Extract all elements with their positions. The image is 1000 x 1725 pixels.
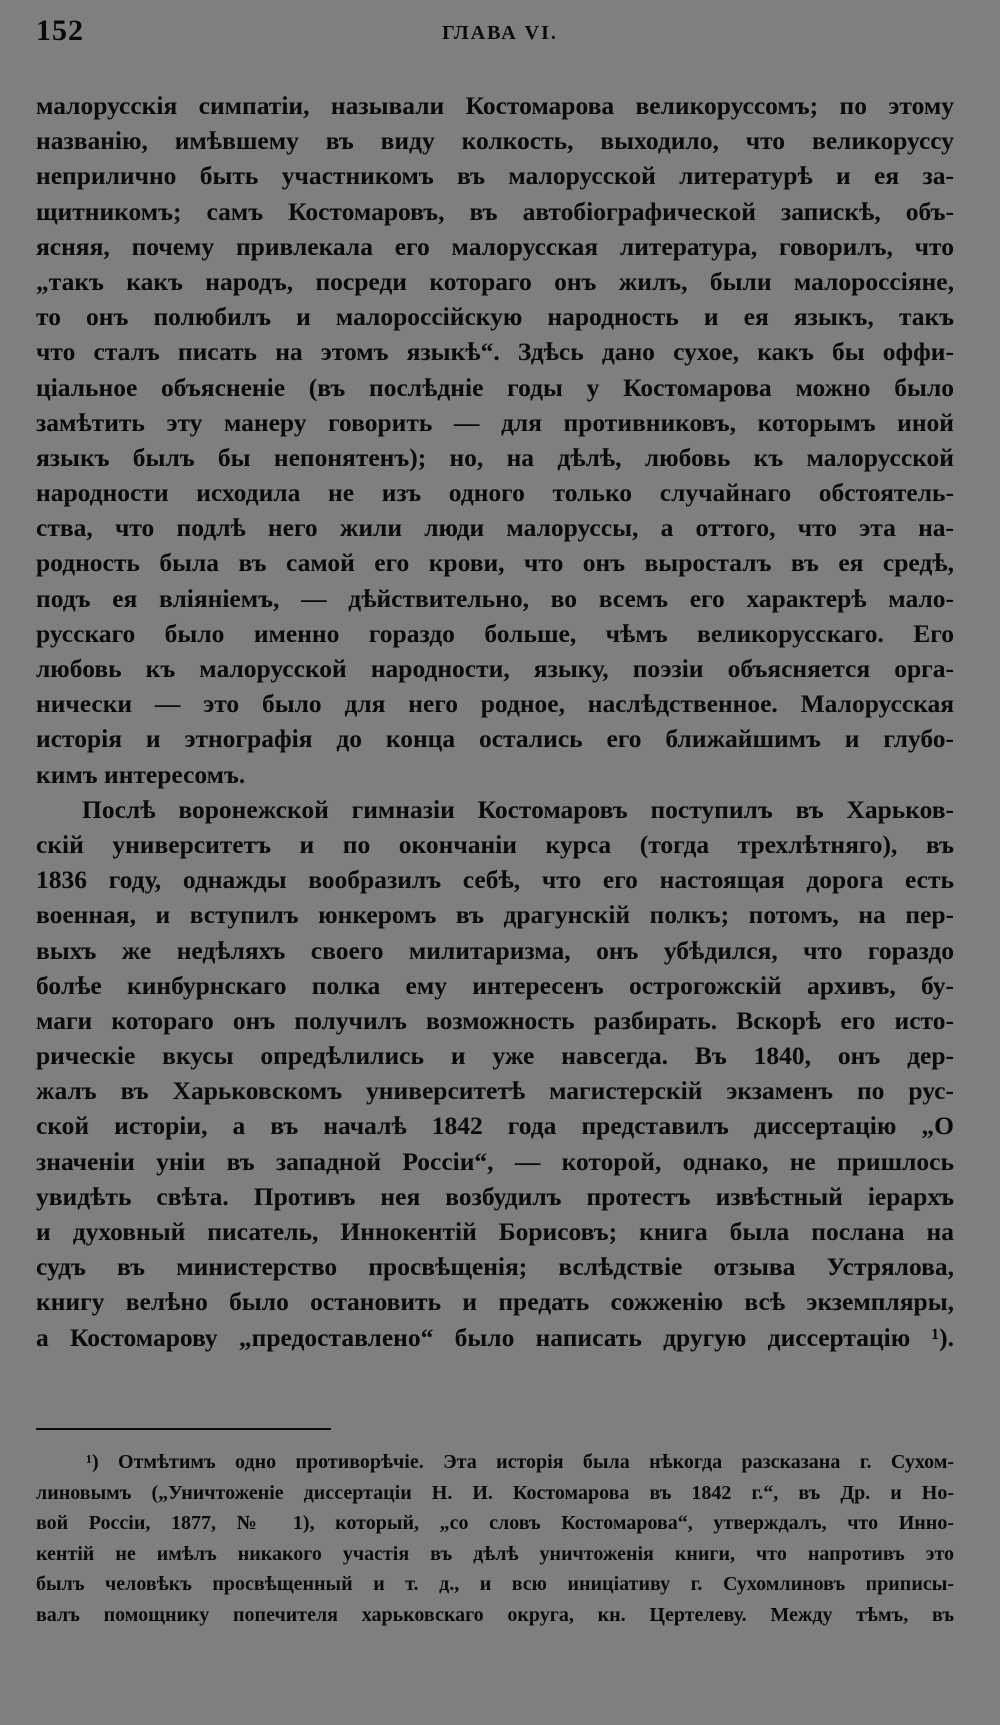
text-line: судъ въ министерство просвѣщенія; вслѣдствіе отзыва Устрялова, — [36, 1252, 954, 1282]
text-line: маги котораго онъ получилъ возможность разбирать. Вскорѣ его исто- — [36, 1005, 954, 1035]
text-line: военная, и вступилъ юнкеромъ въ драгунскій полкъ; потомъ, на пер- — [36, 900, 954, 930]
footnote-line: кентій не имѣлъ никакого участія въ дѣлѣ уничтоженія книги, что напротивъ это — [36, 1542, 954, 1565]
footnote — [36, 1447, 954, 1630]
footnote-line: линовымъ („Уничтоженіе диссертаціи Н. И. Костомарова въ 1842 г.“, въ Др. и Но- — [36, 1481, 954, 1504]
paragraph — [36, 792, 954, 1355]
text-line: малорусскія симпатіи, называли Костомарова великоруссомъ; по этому — [36, 91, 954, 120]
text-line: щитникомъ; самъ Костомаровъ, въ автобіографической запискѣ, объ- — [36, 196, 954, 226]
footnote-line: вой Россіи, 1877, № 1), который, „со словъ Костомарова“, утверждалъ, что Инно- — [36, 1512, 954, 1534]
text-line: и духовный писатель, Иннокентій Борисовъ; книга была послана на — [36, 1217, 954, 1246]
footnote-divider — [36, 1428, 331, 1430]
text-line: названію, имѣвшему въ виду колкость, выходило, что великоруссу — [36, 126, 954, 156]
text-line: родность была въ самой его крови, что онъ выросталъ въ ея средѣ, — [36, 548, 954, 578]
text-line: неприлично быть участникомъ въ малорусской литературѣ и ея за- — [36, 161, 954, 191]
paragraph — [36, 88, 954, 792]
text-line: выхъ же недѣляхъ своего милитаризма, онъ убѣдился, что гораздо — [36, 935, 954, 965]
text-line: скій университетъ и по окончаніи курса (тогда трехлѣтняго), въ — [36, 829, 954, 859]
text-line: болѣе кинбурнскаго полка ему интересенъ острогожскій архивъ, бу- — [36, 970, 954, 1000]
text-line: ства, что подлѣ него жили люди малоруссы, а оттого, что эта на- — [36, 513, 954, 543]
text-line: книгу велѣно было остановить и предать сожженію всѣ экземпляры, — [36, 1287, 954, 1317]
text-line: подъ ея вліяніемъ, — дѣйствительно, во всемъ его характерѣ мало- — [36, 583, 954, 613]
footnote-line: валъ помощнику попечителя харьковскаго округа, кн. Цертелеву. Между тѣмъ, въ — [36, 1603, 954, 1626]
footnote-line: ¹) Отмѣтимъ одно противорѣчіе. Эта исторія была нѣкогда разсказана г. Сухом- — [86, 1451, 954, 1473]
text-line: 1836 году, однажды вообразилъ себѣ, что его настоящая дорога есть — [36, 865, 954, 895]
text-line: Послѣ воронежской гимназіи Костомаровъ поступилъ въ Харьков- — [82, 794, 954, 824]
text-line: а Костомарову „предоставлено“ было написать другую диссертацію ¹). — [36, 1322, 954, 1352]
text-line: рическіе вкусы опредѣлились и уже навсегда. Въ 1840, онъ дер- — [36, 1041, 954, 1071]
text-line: что сталъ писать на этомъ языкѣ“. Здѣсь дано сухое, какъ бы оффи- — [36, 337, 954, 367]
page-number: 152 — [36, 14, 84, 47]
text-line: ціальное объясненіе (въ послѣдніе годы у Костомарова можно было — [36, 372, 954, 402]
text-line: языкъ былъ бы непонятенъ); но, на дѣлѣ, любовь къ малорусской — [36, 442, 954, 472]
footnote-line: былъ человѣкъ просвѣщенный и т. д., и всю иниціативу г. Сухомлиновъ приписы- — [36, 1573, 954, 1595]
text-line: русскаго было именно гораздо больше, чѣмъ великорусскаго. Его — [36, 618, 954, 648]
text-line: любовь къ малорусской народности, языку, поэзіи объясняется орга- — [36, 654, 954, 683]
text-line: ской исторіи, а въ началѣ 1842 года представилъ диссертацію „О — [36, 1111, 954, 1141]
text-line: замѣтить эту манеру говорить — для противниковъ, которымъ иной — [36, 407, 954, 437]
body-text — [36, 88, 954, 1355]
text-line: то онъ полюбилъ и малороссійскую народность и ея языкъ, такъ — [36, 302, 954, 332]
text-line: исторія и этнографія до конца остались его ближайшимъ и глубо- — [36, 724, 954, 754]
running-head: ГЛАВА VI. — [442, 22, 558, 44]
text-line: значеніи уніи въ западной Россіи“, — которой, однако, не пришлось — [36, 1146, 954, 1176]
text-line: нически — это было для него родное, наслѣдственное. Малорусская — [36, 689, 954, 719]
text-line: „такъ какъ народъ, посреди котораго онъ жилъ, были малороссіяне, — [36, 266, 954, 296]
text-line: ясняя, почему привлекала его малорусская литература, говорилъ, что — [36, 231, 954, 261]
text-line: жалъ въ Харьковскомъ университетѣ магистерскій экзаменъ по рус- — [36, 1076, 954, 1106]
text-line: увидѣть свѣта. Противъ нея возбудилъ протестъ извѣстный іерархъ — [36, 1181, 954, 1211]
text-line: кимъ интересомъ. — [36, 759, 246, 789]
text-line: народности исходила не изъ одного только случайнаго обстоятель- — [36, 478, 954, 508]
